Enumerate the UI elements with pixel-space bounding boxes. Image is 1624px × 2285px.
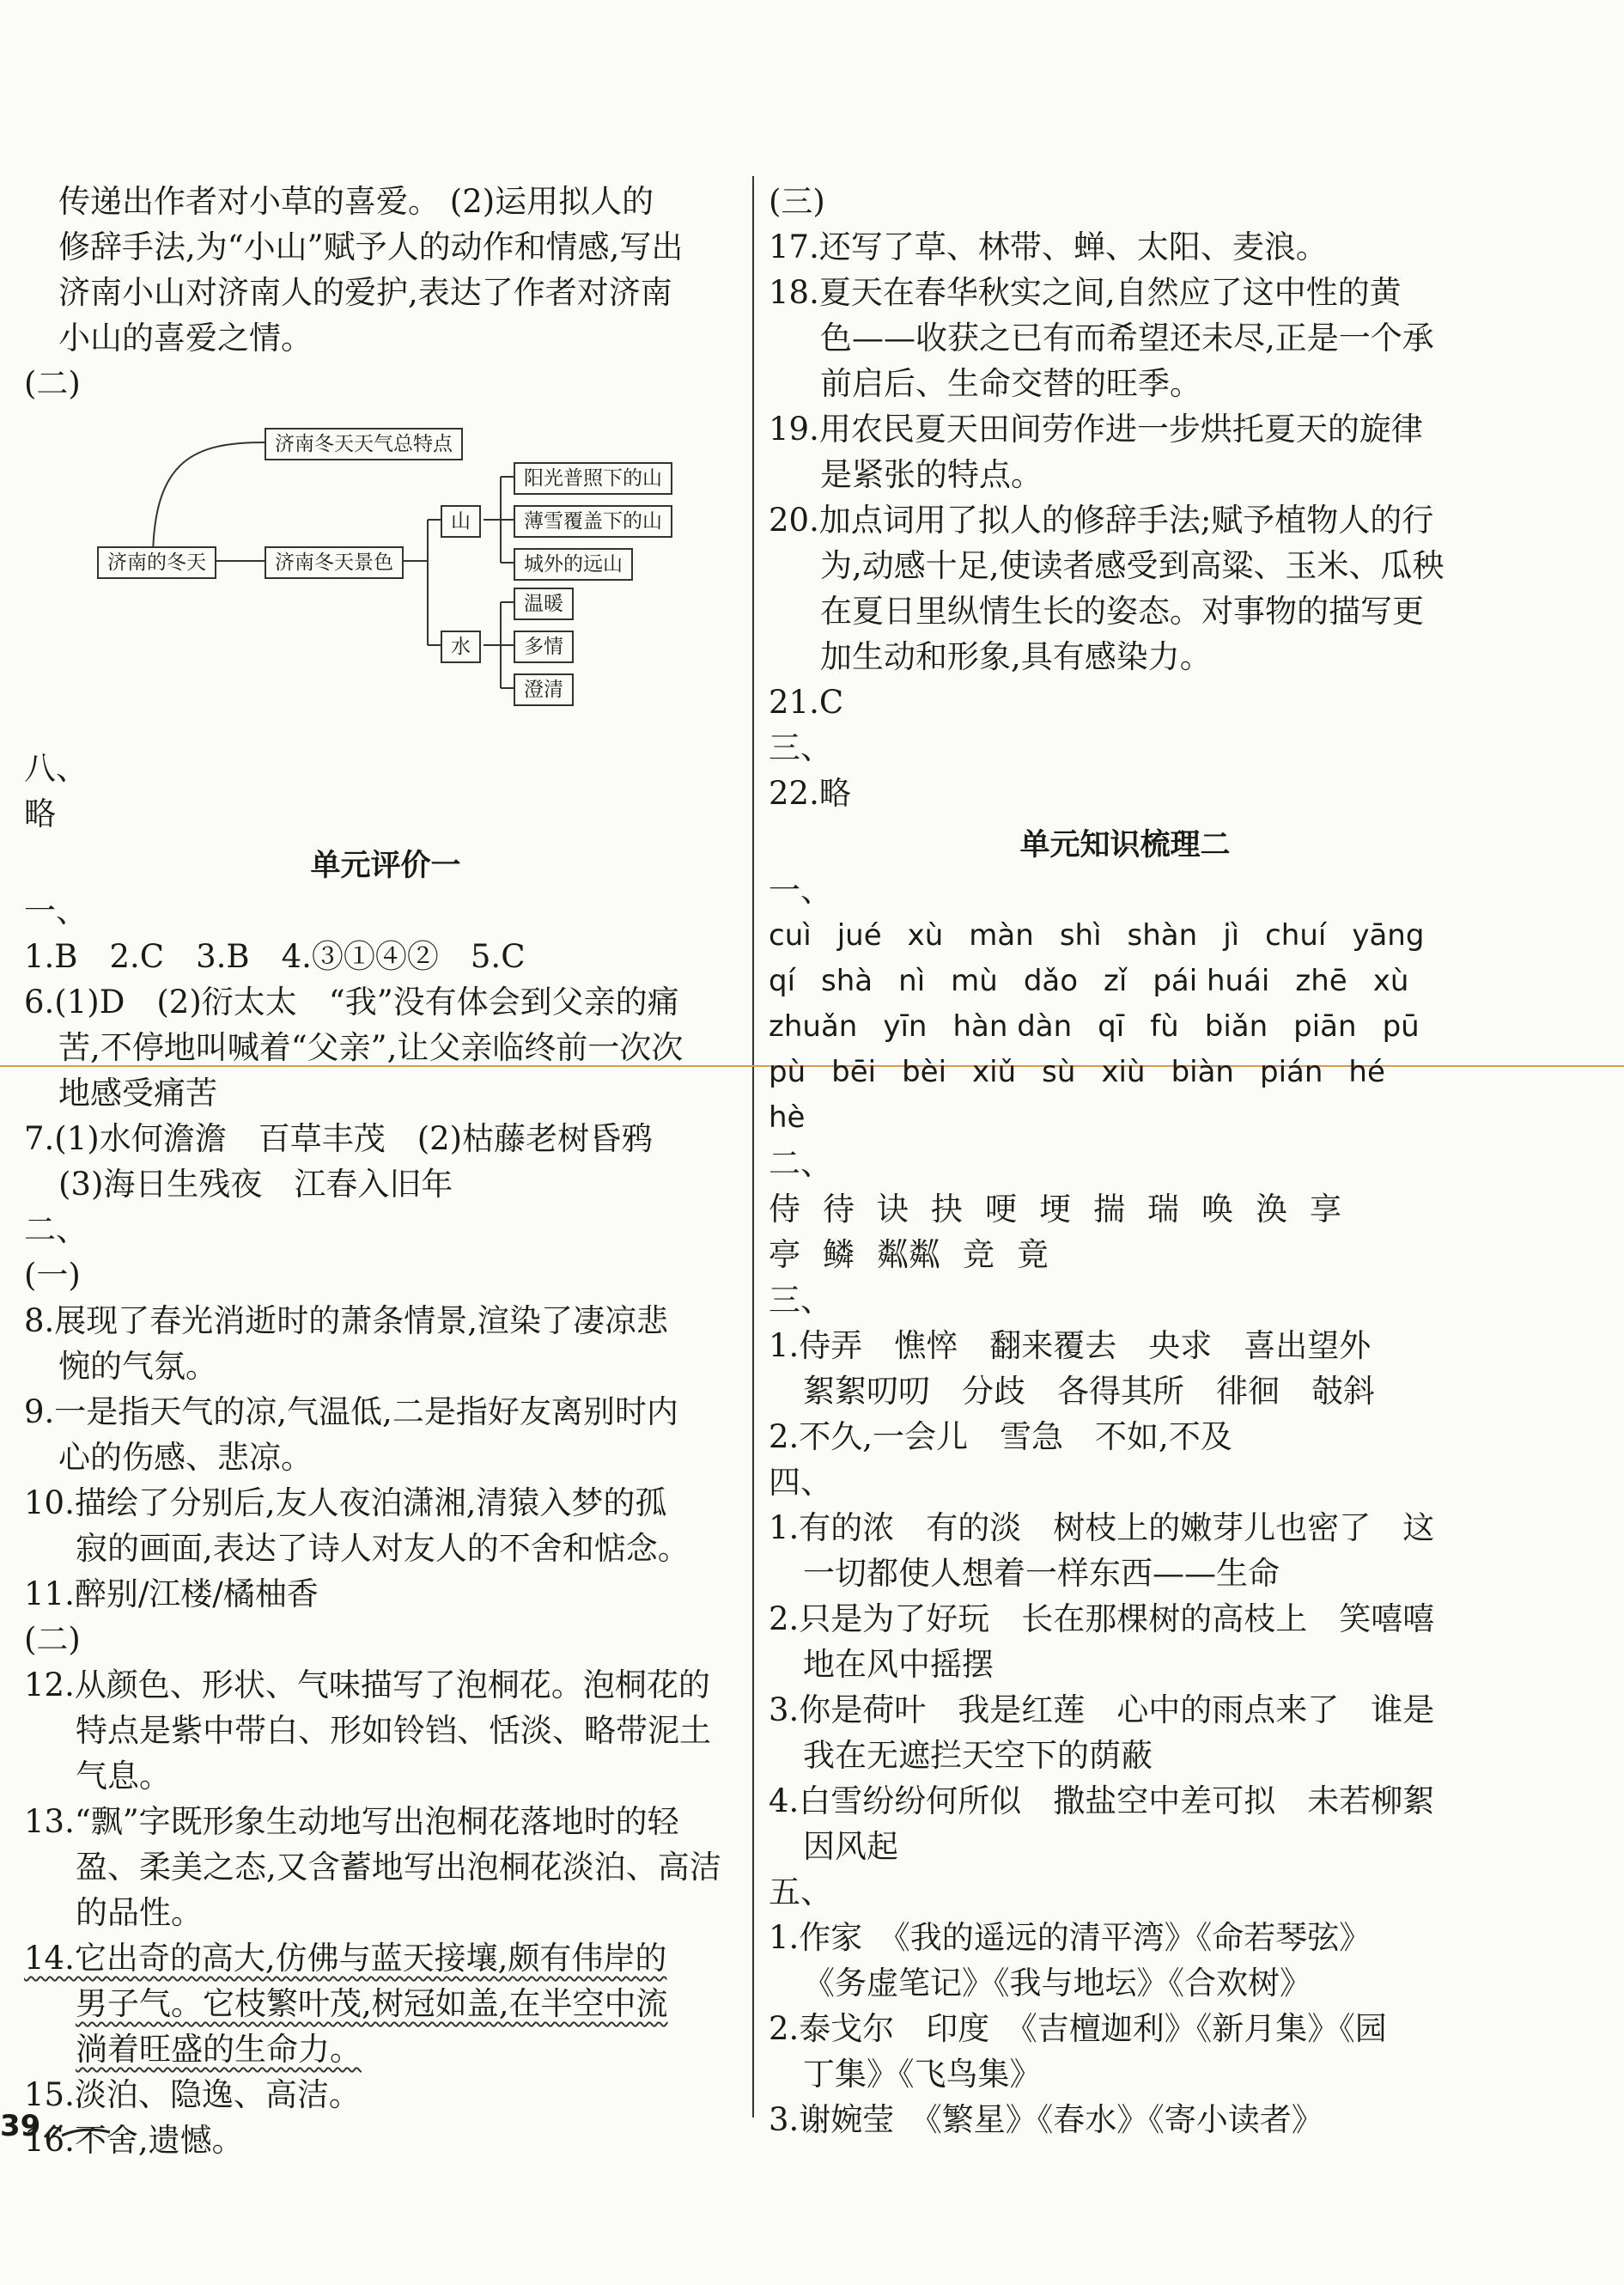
answer-line: 3.谢婉莹 《繁星》《春水》《寄小读者》 <box>769 2101 1323 2138</box>
answer-line: 特点是紫中带白、形如铃铛、恬淡、略带泥土 <box>76 1712 711 1749</box>
node-water-3: 澄清 <box>514 673 574 706</box>
pinyin: zhuǎn <box>769 1009 858 1044</box>
unit-title: 单元知识梳理二 <box>1019 828 1231 862</box>
pinyin: cuì <box>769 918 812 953</box>
char-row <box>769 1186 1481 1232</box>
answer-line: 6.(1)D (2)衍太太 “我”没有体会到父亲的痛 <box>24 984 679 1021</box>
pinyin-row <box>769 1095 1481 1141</box>
section-heading: (二) <box>24 1621 81 1658</box>
left-column <box>24 179 747 2163</box>
answer-line: 盈、柔美之态,又含蓄地写出泡桐花淡泊、高洁 <box>76 1849 721 1886</box>
pinyin: shàn <box>1127 918 1198 953</box>
answer-line: 的品性。 <box>76 1894 203 1931</box>
answer-line: 地感受痛苦 <box>58 1075 217 1112</box>
pinyin: pù <box>769 1055 806 1089</box>
answer-line: 22.略 <box>769 775 851 812</box>
answer-line: 我在无遮拦天空下的荫蔽 <box>803 1737 1153 1774</box>
answer-line: 8.展现了春光消逝时的萧条情景,渲染了凄凉悲 <box>24 1302 669 1339</box>
pinyin: piān <box>1293 1009 1357 1044</box>
char: 涣 <box>1256 1191 1287 1228</box>
pinyin-row <box>769 959 1481 1004</box>
section-heading: 八、 <box>24 750 88 787</box>
pinyin: dǎo <box>1023 964 1079 998</box>
answer-line: 20.加点词用了拟人的修辞手法;赋予植物人的行 <box>769 502 1434 539</box>
unit-title: 单元评价一 <box>310 849 461 883</box>
answer-line: 1.有的浓 有的淡 树枝上的嫩芽儿也密了 这 <box>769 1509 1435 1546</box>
page-number: 39 <box>0 2109 41 2143</box>
char: 埂 <box>1039 1191 1071 1228</box>
char: 竟 <box>1017 1236 1049 1273</box>
section-heading: (一) <box>24 1257 81 1294</box>
node-scene: 济南冬天景色 <box>265 546 404 579</box>
column-divider <box>752 176 754 2117</box>
node-water-2: 多情 <box>514 631 574 663</box>
char: 唤 <box>1201 1191 1233 1228</box>
pinyin: jué <box>836 918 882 953</box>
pinyin: hè <box>769 1100 806 1135</box>
pinyin: yāng <box>1352 918 1425 953</box>
pinyin: xù <box>907 918 944 953</box>
pinyin: chuí <box>1265 918 1327 953</box>
answer-line: 14.它出奇的高大,仿佛与蓝天接壤,颇有伟岸的 <box>24 1940 667 1977</box>
pinyin-row <box>769 1050 1481 1095</box>
char: 瑞 <box>1147 1191 1179 1228</box>
answer-line: 寂的画面,表达了诗人对友人的不舍和惦念。 <box>76 1530 690 1567</box>
answer-line: 1.作家 《我的遥远的清平湾》《命若琴弦》 <box>769 1919 1372 1956</box>
answer-line: 18.夏天在春华秋实之间,自然应了这中性的黄 <box>769 274 1402 311</box>
answer-line: 11.醉别/江楼/橘柚香 <box>24 1575 319 1612</box>
char-row <box>769 1232 1481 1277</box>
answer-line: 9.一是指天气的凉,气温低,二是指好友离别时内 <box>24 1393 678 1430</box>
char: 揣 <box>1093 1191 1125 1228</box>
answer-line: 13.“飘”字既形象生动地写出泡桐花落地时的轻 <box>24 1803 679 1840</box>
answer-line: 前启后、生命交替的旺季。 <box>820 365 1201 402</box>
connector-mountain-branches <box>484 477 514 563</box>
answer-line: 17.还写了草、林带、蝉、太阳、麦浪。 <box>769 228 1328 265</box>
node-mountain: 山 <box>441 505 481 538</box>
pinyin: pián <box>1259 1055 1323 1089</box>
answer-line: 《务虚笔记》《我与地坛》《合欢树》 <box>803 1965 1311 2002</box>
mind-map-diagram <box>24 406 747 746</box>
pinyin: sù <box>1042 1055 1076 1089</box>
pinyin: shì <box>1059 918 1102 953</box>
answer-line: 淌着旺盛的生命力。 <box>76 2031 362 2068</box>
section-heading: 三、 <box>769 729 832 766</box>
pinyin: xù <box>1372 964 1409 998</box>
answer-line: 一切都使人想着一样东西——生命 <box>803 1555 1280 1592</box>
right-column <box>769 179 1481 2142</box>
node-mountain-1: 阳光普照下的山 <box>514 462 672 495</box>
pinyin: qī <box>1098 1009 1125 1044</box>
pinyin: bèi <box>902 1055 947 1089</box>
answer-line: 21.C <box>769 684 844 721</box>
pinyin: mù <box>951 964 998 998</box>
pinyin: hé <box>1348 1055 1385 1089</box>
answer-line: 4.白雪纷纷何所似 撒盐空中差可拟 未若柳絮 <box>769 1782 1435 1819</box>
pinyin: biǎn <box>1204 1009 1268 1044</box>
node-mountain-2: 薄雪覆盖下的山 <box>514 505 672 538</box>
char: 鳞 <box>823 1236 855 1273</box>
pinyin: qí <box>769 964 796 998</box>
connector-root-weather <box>153 442 265 561</box>
answer-line: (3)海日生残夜 江春入旧年 <box>58 1166 453 1203</box>
node-water: 水 <box>441 631 481 663</box>
char: 抉 <box>931 1191 963 1228</box>
answer-line: 16.不舍,遗憾。 <box>24 2122 244 2159</box>
pinyin: nì <box>898 964 926 998</box>
section-heading: 五、 <box>769 1874 832 1910</box>
text-line: 传递出作者对小草的喜爱。 (2)运用拟人的 <box>58 183 654 220</box>
char: 享 <box>1310 1191 1341 1228</box>
connector-water-branches <box>484 602 514 688</box>
pinyin: shà <box>821 964 873 998</box>
answer-line: 地在风中摇摆 <box>803 1646 994 1683</box>
pinyin: zhē <box>1295 964 1347 998</box>
node-root: 济南的冬天 <box>97 546 216 579</box>
answer-line: 为,动感十足,使读者感受到高粱、玉米、瓜秧 <box>820 547 1445 584</box>
answer-line: 因风起 <box>803 1828 898 1865</box>
answer-line: 惋的气氛。 <box>58 1348 217 1385</box>
answer-line: 1.侍弄 憔悴 翻来覆去 央求 喜出望外 <box>769 1327 1372 1364</box>
connector-scene-trunk <box>393 520 428 645</box>
answer-line: 2.泰戈尔 印度 《吉檀迦利》《新月集》《园 <box>769 2010 1387 2047</box>
section-heading: 二、 <box>24 1211 88 1248</box>
answer-line: 加生动和形象,具有感染力。 <box>820 638 1212 675</box>
answer-line: 19.用农民夏天田间劳作进一步烘托夏天的旋律 <box>769 411 1423 448</box>
char: 哽 <box>985 1191 1017 1228</box>
pinyin: zǐ <box>1104 964 1128 998</box>
answer-line: 10.描绘了分别后,友人夜泊潇湘,清猿入梦的孤 <box>24 1484 667 1521</box>
pinyin: jì <box>1223 918 1240 953</box>
section-heading: 三、 <box>769 1282 832 1319</box>
answer-line: 3.你是荷叶 我是红莲 心中的雨点来了 谁是 <box>769 1691 1435 1728</box>
pinyin: màn <box>969 918 1034 953</box>
pinyin: xiǔ <box>972 1055 1017 1089</box>
text-line: 小山的喜爱之情。 <box>58 320 313 356</box>
answer-line: 15.淡泊、隐逸、高洁。 <box>24 2076 361 2113</box>
answer-line: 1.B 2.C 3.B 4.③①④② 5.C <box>24 938 526 975</box>
char: 亭 <box>769 1236 800 1273</box>
pinyin-row <box>769 913 1481 959</box>
pinyin: hàn dàn <box>952 1009 1073 1044</box>
answer-line: 苦,不停地叫喊着“父亲”,让父亲临终前一次次 <box>58 1029 684 1066</box>
node-water-1: 温暖 <box>514 588 574 620</box>
section-heading: 一、 <box>24 893 88 929</box>
answer-line: 气息。 <box>76 1758 171 1794</box>
section-heading: (二) <box>24 365 81 402</box>
pinyin: fù <box>1150 1009 1179 1044</box>
node-mountain-3: 城外的远山 <box>514 548 633 581</box>
answer-line: 絮絮叨叨 分歧 各得其所 徘徊 攲斜 <box>803 1373 1375 1410</box>
pinyin: pái huái <box>1153 964 1270 998</box>
pinyin: bēi <box>831 1055 877 1089</box>
answer-line: 色——收获之已有而希望还未尽,正是一个承 <box>820 320 1434 356</box>
answer-line: 心的伤感、悲凉。 <box>58 1439 313 1476</box>
pinyin: yīn <box>883 1009 928 1044</box>
char: 待 <box>823 1191 855 1228</box>
section-heading: 二、 <box>769 1145 832 1182</box>
char: 侍 <box>769 1191 800 1228</box>
publisher-swoosh-icon <box>43 2120 112 2141</box>
section-heading: 四、 <box>769 1464 832 1501</box>
char: 诀 <box>877 1191 909 1228</box>
node-weather: 济南冬天天气总特点 <box>265 428 463 460</box>
answer-line: 2.不久,一会儿 雪急 不如,不及 <box>769 1418 1232 1455</box>
answer-line: 2.只是为了好玩 长在那棵树的高枝上 笑嘻嘻 <box>769 1600 1435 1637</box>
pinyin: xiù <box>1101 1055 1146 1089</box>
char: 竞 <box>963 1236 994 1273</box>
pinyin: biàn <box>1171 1055 1234 1089</box>
text-line: 略 <box>24 795 56 832</box>
pinyin-row <box>769 1004 1481 1050</box>
text-line: 济南小山对济南人的爱护,表达了作者对济南 <box>58 274 672 311</box>
answer-line: 在夏日里纵情生长的姿态。对事物的描写更 <box>820 593 1424 630</box>
answer-line: 7.(1)水何澹澹 百草丰茂 (2)枯藤老树昏鸦 <box>24 1120 654 1157</box>
answer-line: 丁集》《飞鸟集》 <box>803 2056 1042 2093</box>
answer-line: 男子气。它枝繁叶茂,树冠如盖,在半空中流 <box>76 1985 668 2022</box>
answer-line: 12.从颜色、形状、气味描写了泡桐花。泡桐花的 <box>24 1667 710 1703</box>
pinyin: pū <box>1382 1009 1420 1044</box>
text-line: 修辞手法,为“小山”赋予人的动作和情感,写出 <box>58 228 684 265</box>
section-heading: (三) <box>769 183 825 220</box>
section-heading: 一、 <box>769 872 832 909</box>
char: 粼粼 <box>877 1236 940 1273</box>
answer-line: 是紧张的特点。 <box>820 456 1043 493</box>
